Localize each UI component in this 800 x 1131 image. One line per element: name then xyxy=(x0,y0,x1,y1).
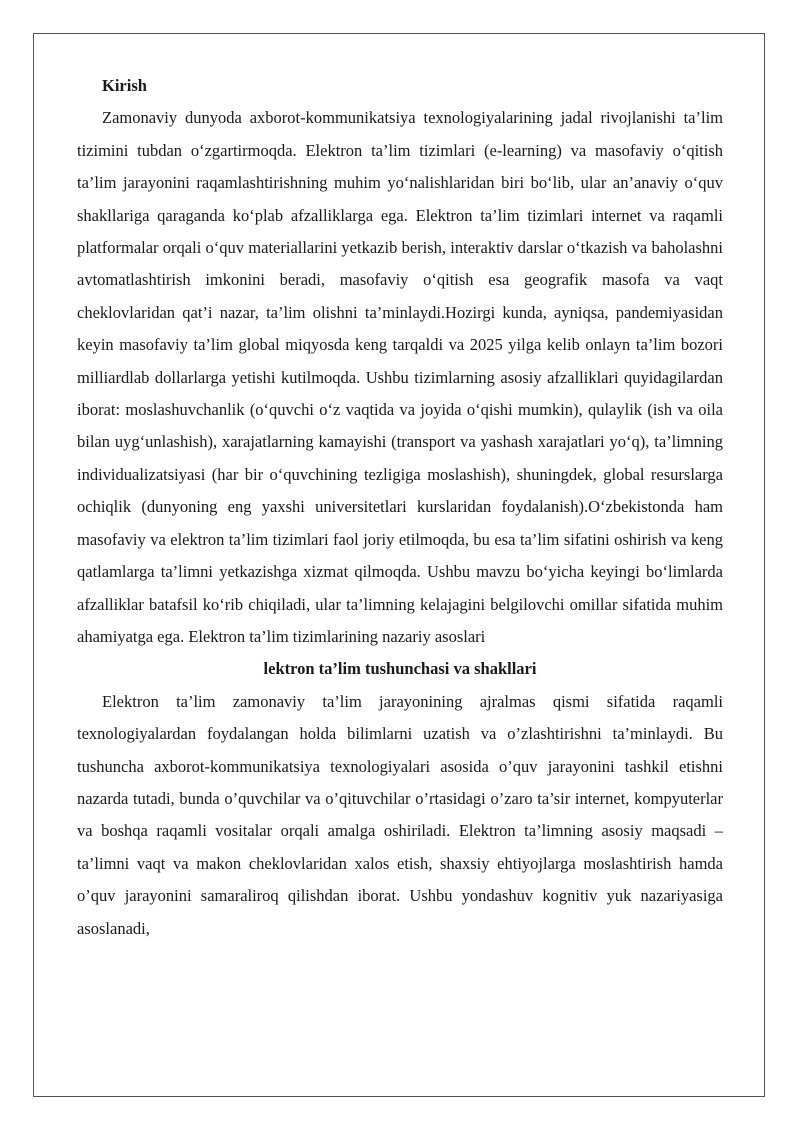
intro-paragraph: Zamonaviy dunyoda axborot-kommunikatsiya texnologiyalarining jadal rivojlanishi ta’lim tizimini tubdan o‘zgartirmoqda. Elektron ta’lim tizimlari (e-learning) va masofaviy o‘qitish ta’lim jarayonini raqamlashtirishning muhim yo‘nalishlaridan biri bo‘lib, ular an’anaviy o‘quv shakllariga qaraganda ko‘plab afzalliklarga ega. Elektron ta’lim tizimlari internet va raqamli platformalar orqali o‘quv materiallarini yetkazib berish, interaktiv darslar o‘tkazish va baholashni avtomatlashtirish imkonini beradi, masofaviy o‘qitish esa geografik masofa va vaqt cheklovlaridan qat’i nazar, ta’lim olishni ta’minlaydi.Hozirgi kunda, ayniqsa, pandemiyasidan keyin masofaviy ta’lim global miqyosda keng tarqaldi va 2025 yilga kelib onlayn ta’lim bozori milliardlab dollarlarga yetishi kutilmoqda. Ushbu tizimlarning asosiy afzalliklari quyidagilardan iborat: moslashuvchanlik (o‘quvchi o‘z vaqtida va joyida o‘qishi mumkin), qulaylik (ish va oila bilan uyg‘unlashish), xarajatlarning kamayishi (transport va yashash xarajatlari yo‘q), ta’limning individualizatsiyasi (har bir o‘quvchining tezligiga moslashish), shuningdek, global resurslarga ochiqlik (dunyoning eng yaxshi universitetlari kurslaridan foydalanish).O‘zbekistonda ham masofaviy va elektron ta’lim tizimlari faol joriy etilmoqda, bu esa ta’lim sifatini oshirish va keng qatlamlarga ta’limni yetkazishga xizmat qilmoqda. Ushbu mavzu bo‘yicha keyingi bo‘limlarda afzalliklar batafsil ko‘rib chiqiladi, ular ta’limning kelajagini belgilovchi omillar sifatida muhim ahamiyatga ega. Elektron ta’lim tizimlarining nazariy asoslari xyxy=(77,108,723,646)
section-paragraph: Elektron ta’lim zamonaviy ta’lim jarayonining ajralmas qismi sifatida raqamli texnologiyalardan foydalangan holda bilimlarni uzatish va o’zlashtirishni ta’minlaydi. Bu tushuncha axborot-kommunikatsiya texnologiyalari asosida o’quv jarayonini tashkil etishni nazarda tutadi, bunda o’quvchilar va o’qituvchilar o’rtasidagi o’zaro ta’sir internet, kompyuterlar va boshqa raqamli vositalar orqali amalga oshiriladi. Elektron ta’limning asosiy maqsadi – ta’limni vaqt va makon cheklovlaridan xalos etish, shaxsiy ehtiyojlarga moslashtirish hamda o’quv jarayonini samaraliroq qilishdan iborat. Ushbu yondashuv kognitiv yuk nazariyasiga asoslanadi, xyxy=(77,691,723,938)
section-heading: lektron ta’lim tushunchasi va shakllari xyxy=(263,659,537,679)
intro-heading: Kirish xyxy=(102,76,147,95)
document-page xyxy=(33,33,765,1097)
document-content xyxy=(77,70,723,945)
